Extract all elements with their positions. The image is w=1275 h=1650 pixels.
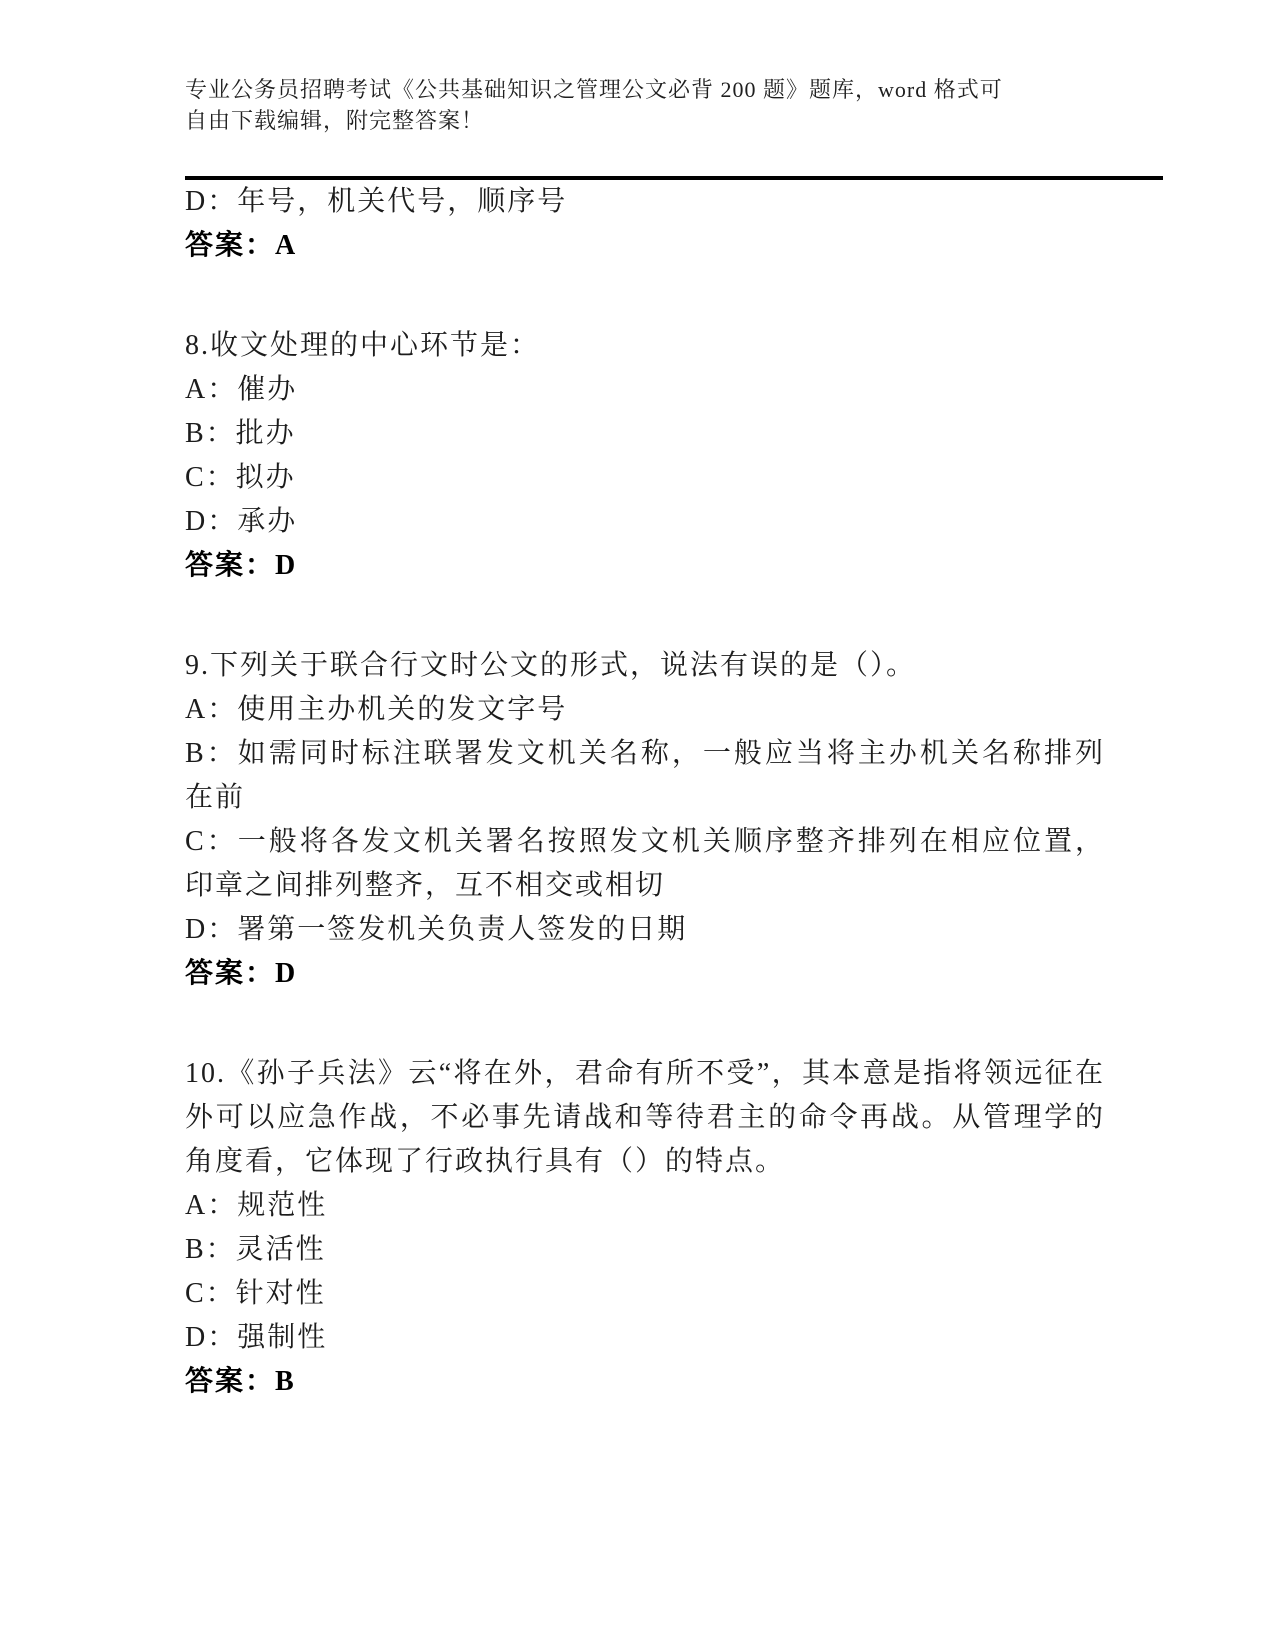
question-text: 9.下列关于联合行文时公文的形式，说法有误的是（）。: [185, 650, 917, 681]
question-8: [185, 324, 1105, 588]
option-c: C：针对性: [185, 1278, 326, 1309]
question-text: 10.《孙子兵法》云“将在外，君命有所不受”，其本意是指将领远征在外可以应急作战，不必事先请战和等待君主的命令再战。从管理学的角度看，它体现了行政执行具有（）的特点。: [185, 1058, 1105, 1177]
header-title-line-2: 自由下载编辑，附完整答案！: [185, 108, 485, 133]
option-d: D：强制性: [185, 1322, 328, 1353]
answer-line: 答案：D: [185, 550, 298, 581]
answer-line: 答案：B: [185, 1366, 296, 1397]
answer-line: 答案：D: [185, 958, 298, 989]
option-c: C：拟办: [185, 462, 296, 493]
question-9: [185, 644, 1105, 996]
option-d: D：承办: [185, 506, 298, 537]
question-7-continuation: [185, 180, 1105, 268]
option-a: A：催办: [185, 374, 298, 405]
option-b: B：如需同时标注联署发文机关名称，一般应当将主办机关名称排列在前: [185, 738, 1105, 813]
option-d: D：署第一签发机关负责人签发的日期: [185, 914, 688, 945]
option-b: B：灵活性: [185, 1234, 326, 1265]
option-a: A：使用主办机关的发文字号: [185, 694, 568, 725]
question-text: 8.收文处理的中心环节是：: [185, 330, 541, 361]
option-c: C：一般将各发文机关署名按照发文机关顺序整齐排列在相应位置，印章之间排列整齐，互不相交或相切: [185, 826, 1105, 901]
header-title-line-1: 专业公务员招聘考试《公共基础知识之管理公文必背 200 题》题库，word 格式可: [185, 77, 1003, 102]
document-header: [185, 74, 1070, 136]
option-a: A：规范性: [185, 1190, 328, 1221]
document-body: [185, 180, 1105, 1404]
question-10: [185, 1052, 1105, 1404]
option-d: D：年号，机关代号，顺序号: [185, 186, 568, 217]
answer-line: 答案：A: [185, 230, 298, 261]
option-b: B：批办: [185, 418, 296, 449]
